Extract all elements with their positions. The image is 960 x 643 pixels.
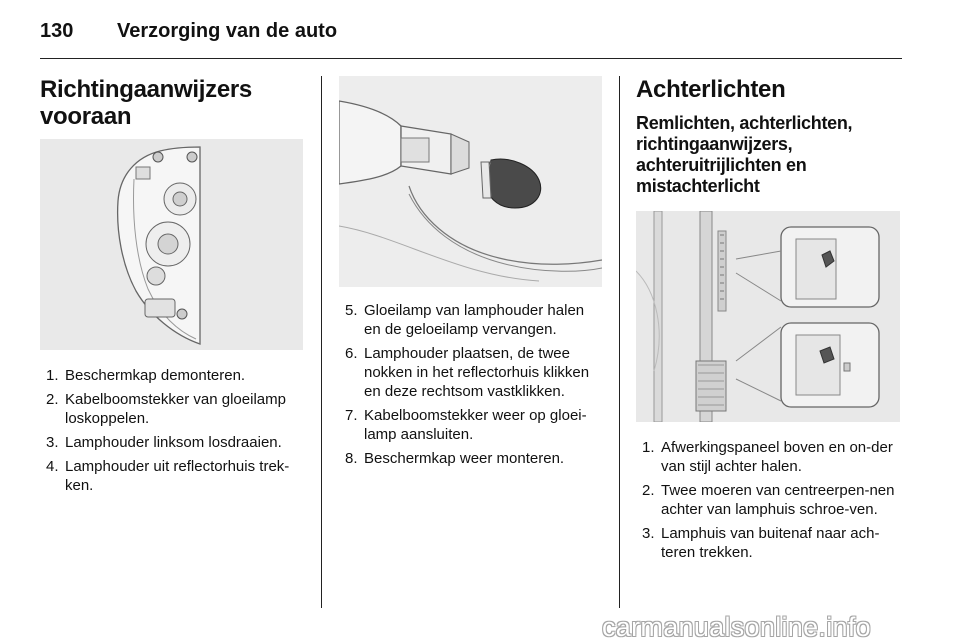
list-item: 5. Gloeilamp van lamphouder halen en de geloeilamp vervangen. [345, 302, 585, 338]
bulb-holder-illustration [339, 76, 602, 287]
list-item: 6. Lamphouder plaatsen, de twee nokken in het reflectorhuis klikken en deze rechtsom vastklikken. [345, 345, 590, 400]
list-item: 1. Beschermkap demonteren. [46, 367, 246, 384]
rear-lamp-illustration [636, 211, 900, 422]
subheading-rear-lights: Remlichten, achterlichten, richtingaanwijzers, achteruitrijlichten en mistachterlicht [636, 113, 853, 196]
list-item: 2. Kabelboomstekker van gloeilamp loskoppelen. [46, 391, 286, 427]
figure-bulb-holder [339, 76, 602, 287]
watermark: carmanualsonline.info [602, 612, 871, 642]
page-number: 130 [40, 20, 74, 42]
page-header [40, 18, 902, 48]
figure-front-lamp [40, 139, 303, 350]
column-divider-1 [321, 76, 322, 608]
list-item: 7. Kabelboomstekker weer op gloei-lamp aansluiten. [345, 407, 587, 443]
column-rear-lights [636, 76, 902, 567]
column-front-indicators [40, 76, 303, 500]
column-bulb-steps [339, 76, 602, 473]
running-title: Verzorging van de auto [117, 20, 338, 42]
list-item: 8. Beschermkap weer monteren. [345, 450, 565, 467]
list-item: 1. Afwerkingspaneel boven en on-der van stijl achter halen. [642, 439, 893, 475]
list-item: 3. Lamphouder linksom losdraaien. [46, 434, 282, 451]
steps-list-rear [636, 438, 902, 562]
steps-list-bulb [339, 301, 602, 468]
section-heading-front-indicators: Richtingaanwijzers vooraan [40, 76, 252, 130]
figure-rear-lamp [636, 211, 900, 422]
front-headlamp-illustration [40, 139, 303, 350]
list-item: 2. Twee moeren van centreerpen-nen achter van lamphuis schroe-ven. [642, 482, 895, 518]
list-item: 4. Lamphouder uit reflectorhuis trek-ken. [46, 458, 290, 494]
section-heading-rear-lights: Achterlichten [636, 76, 786, 103]
header-rule [40, 58, 902, 59]
list-item: 3. Lamphuis van buitenaf naar ach-teren trekken. [642, 525, 880, 561]
column-divider-2 [619, 76, 620, 608]
steps-list-front [40, 366, 303, 495]
